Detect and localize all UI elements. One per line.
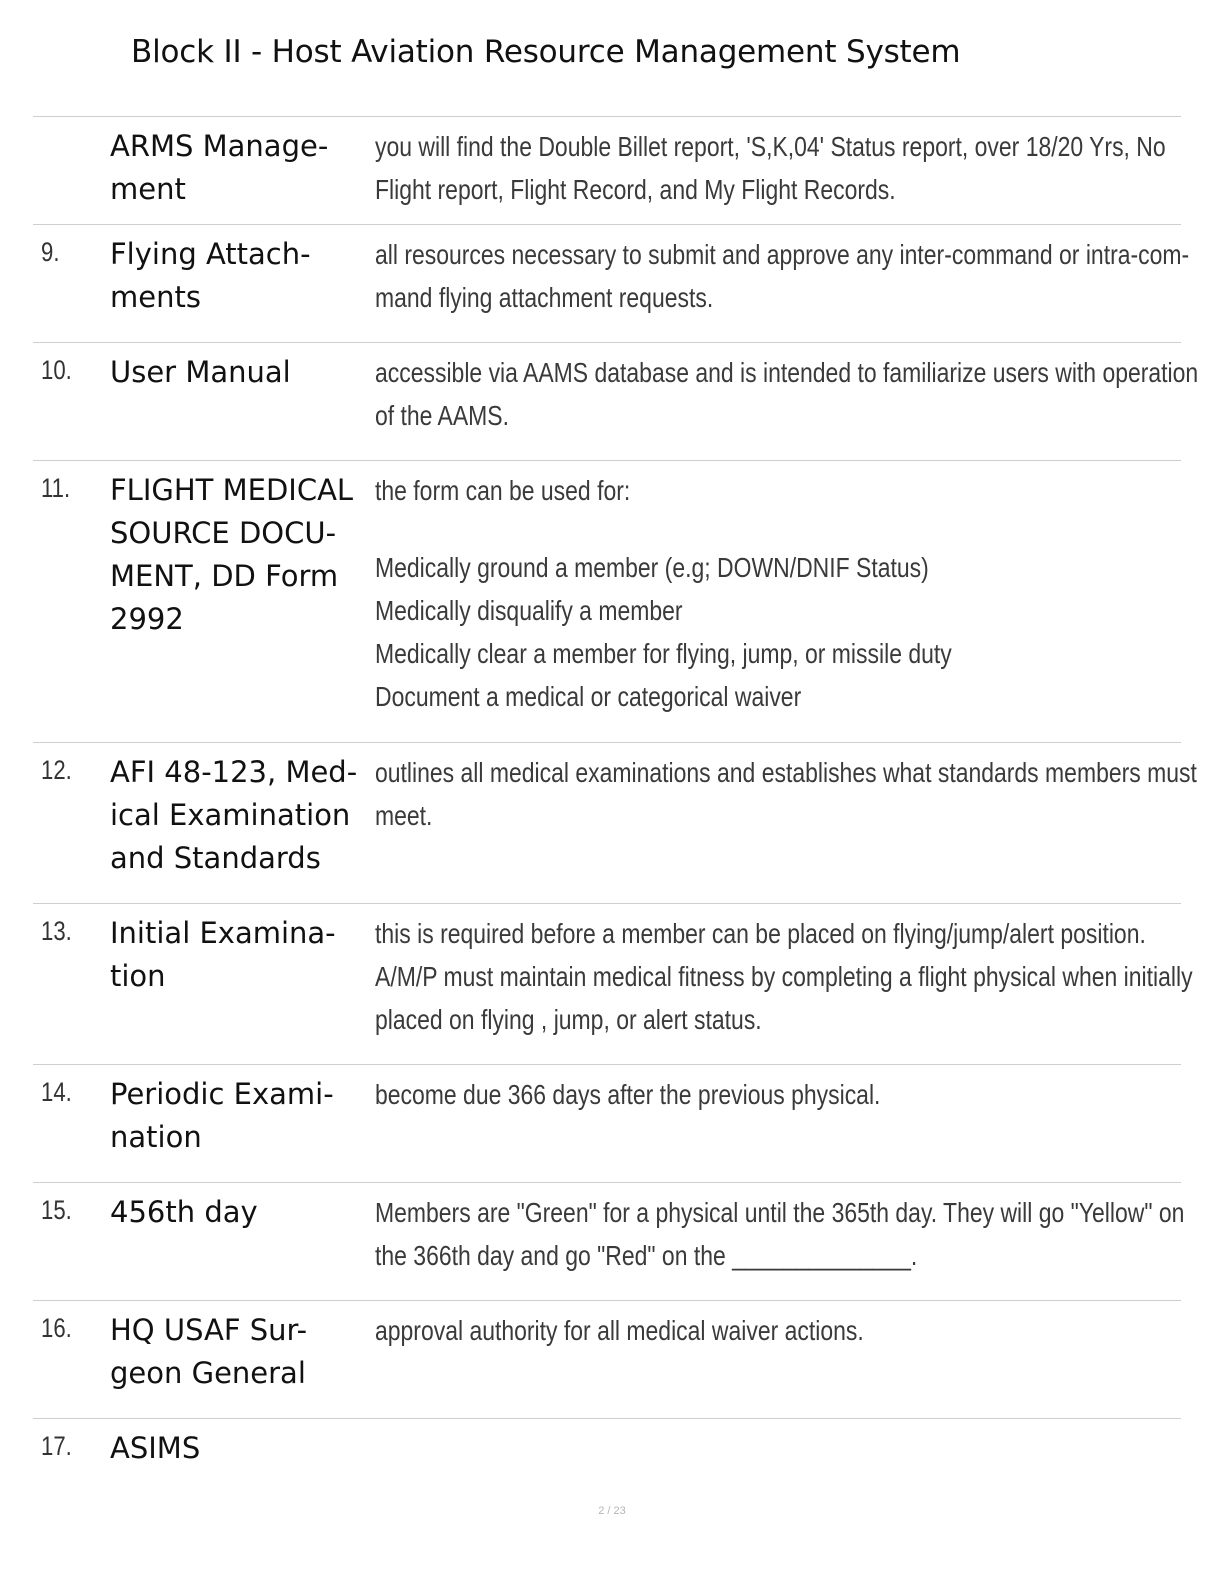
item-definition xyxy=(375,351,1199,437)
definition-line: meet. xyxy=(375,800,433,831)
list-item xyxy=(33,116,1181,224)
definition-line: the form can be used for: xyxy=(375,475,631,506)
item-definition xyxy=(375,1191,1185,1277)
definition-gap xyxy=(375,512,1162,546)
item-number: 11. xyxy=(41,473,71,503)
definition-line: Medically ground a member (e.g; DOWN/DNIF Status) xyxy=(375,552,929,583)
item-number: 10. xyxy=(41,355,72,385)
item-term: 456th day xyxy=(110,1195,258,1229)
definition-line: all resources necessary to submit and approve any inter-command or intra-com- xyxy=(375,239,1190,270)
list-item xyxy=(33,460,1181,742)
list-item xyxy=(33,342,1199,460)
definition-line: outlines all medical examinations and establishes what standards members must xyxy=(375,757,1197,788)
item-number: 9. xyxy=(41,237,60,267)
definition-line: placed on flying , jump, or alert status. xyxy=(375,1004,762,1035)
definition-line: Medically disqualify a member xyxy=(375,595,683,626)
list-item xyxy=(33,1300,1181,1418)
definition-line: accessible via AAMS database and is intended to familiarize users with operation xyxy=(375,357,1199,388)
item-term: HQ USAF Sur- geon General xyxy=(110,1313,308,1390)
item-definition xyxy=(375,469,1162,718)
definition-line: Medically clear a member for flying, jump, or missile duty xyxy=(375,638,952,669)
item-number: 13. xyxy=(41,916,72,946)
item-term: ASIMS xyxy=(110,1431,201,1465)
item-number: 17. xyxy=(41,1431,72,1461)
definition-line: mand flying attachment requests. xyxy=(375,282,714,313)
definition-line: this is required before a member can be placed on flying/jump/alert position. xyxy=(375,918,1146,949)
item-number: 15. xyxy=(41,1195,72,1225)
definition-line: become due 366 days after the previous physical. xyxy=(375,1079,881,1110)
definition-line: of the AAMS. xyxy=(375,400,510,431)
definition-line: Document a medical or categorical waiver xyxy=(375,681,802,712)
term-definition-list xyxy=(33,116,1199,1479)
item-term: FLIGHT MEDICAL SOURCE DOCU- MENT, DD Form 2992 xyxy=(110,473,354,636)
item-definition xyxy=(375,233,1190,319)
definition-line: the 366th day and go "Red" on the ______________. xyxy=(375,1240,918,1271)
definition-line: A/M/P must maintain medical fitness by completing a flight physical when initially xyxy=(375,961,1193,992)
list-item xyxy=(33,742,1197,903)
item-term: Periodic Exami- nation xyxy=(110,1077,334,1154)
item-term: ARMS Manage- ment xyxy=(110,129,329,206)
definition-line: you will find the Double Billet report, 'S,K,04' Status report, over 18/20 Yrs, No xyxy=(375,131,1166,162)
list-item xyxy=(33,1418,1181,1479)
item-term: AFI 48-123, Med- ical Examination and Standards xyxy=(110,755,358,875)
list-item xyxy=(33,903,1193,1064)
item-number: 14. xyxy=(41,1077,72,1107)
item-number: 16. xyxy=(41,1313,72,1343)
list-item xyxy=(33,1064,1181,1182)
page-number: 2 / 23 xyxy=(598,1505,626,1517)
item-definition xyxy=(375,1073,1162,1116)
definition-line: Flight report, Flight Record, and My Flight Records. xyxy=(375,174,896,205)
item-definition xyxy=(375,912,1193,1041)
item-term: Flying Attach- ments xyxy=(110,237,311,314)
item-definition xyxy=(375,751,1197,837)
definition-line: approval authority for all medical waiver actions. xyxy=(375,1315,864,1346)
item-definition xyxy=(375,1309,1162,1352)
item-definition xyxy=(375,125,1166,211)
item-term: Initial Examina- tion xyxy=(110,916,336,993)
item-term: User Manual xyxy=(110,355,291,389)
page-title: Block II - Host Aviation Resource Management System xyxy=(131,34,961,70)
list-item xyxy=(33,224,1190,342)
item-number: 12. xyxy=(41,755,72,785)
list-item xyxy=(33,1182,1185,1300)
definition-line: Members are "Green" for a physical until the 365th day. They will go "Yellow" on xyxy=(375,1197,1185,1228)
